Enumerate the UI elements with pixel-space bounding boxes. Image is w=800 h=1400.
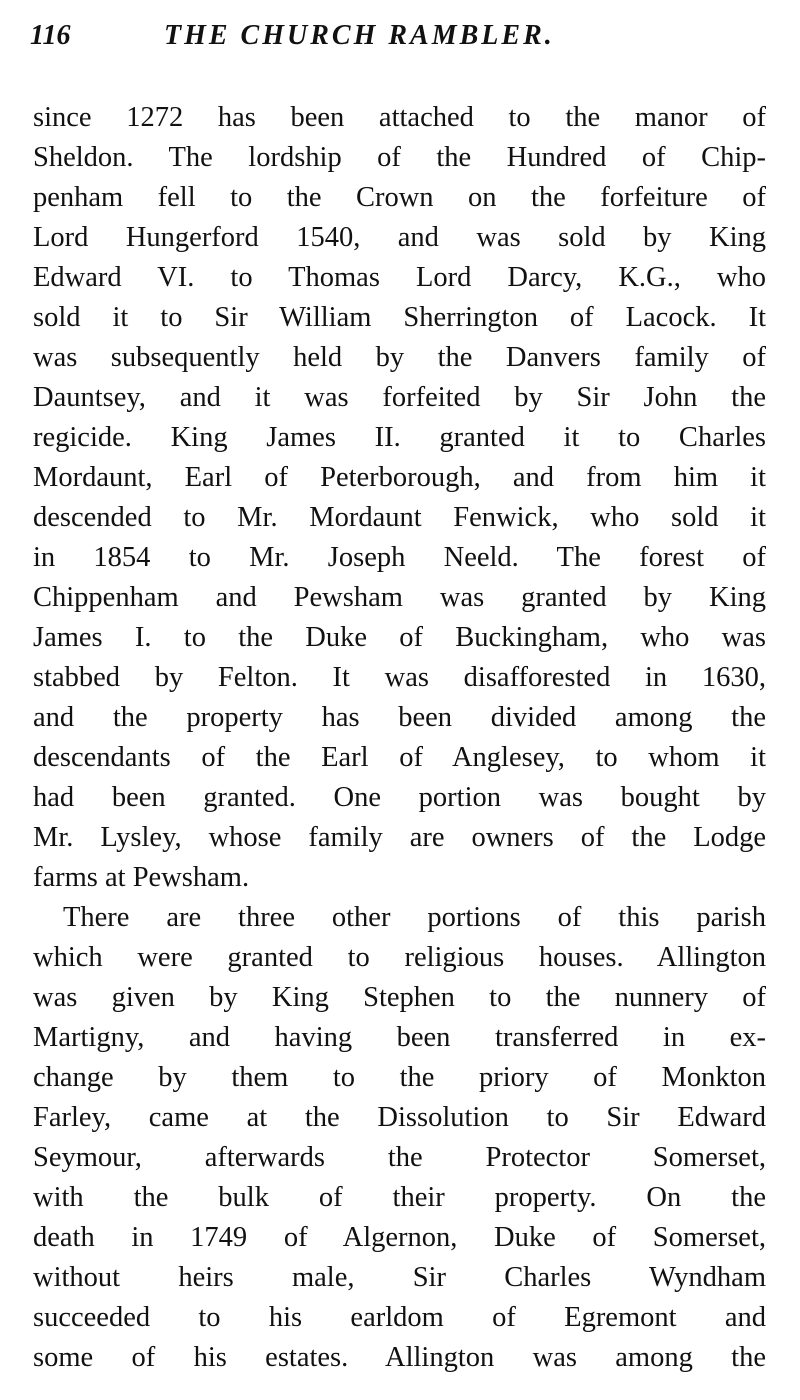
text-line: penham fell to the Crown on the forfeiture of	[33, 182, 766, 213]
text-line: succeeded to his earldom of Egremont and	[33, 1302, 766, 1333]
text-line: Chippenham and Pewsham was granted by King	[33, 582, 766, 613]
text-line: Farley, came at the Dissolution to Sir Edward	[33, 1102, 766, 1133]
text-line: James I. to the Duke of Buckingham, who was	[33, 622, 766, 653]
paragraph-2	[33, 898, 766, 1378]
text-line: Mordaunt, Earl of Peterborough, and from him it	[33, 462, 766, 493]
text-line: and the property has been divided among the	[33, 702, 766, 733]
text-line: was given by King Stephen to the nunnery of	[33, 982, 766, 1013]
text-line: Sheldon. The lordship of the Hundred of Chip-	[33, 142, 766, 173]
text-line: was subsequently held by the Danvers family of	[33, 342, 766, 373]
text-line: Lord Hungerford 1540, and was sold by King	[33, 222, 766, 253]
text-line: descended to Mr. Mordaunt Fenwick, who sold it	[33, 502, 766, 533]
text-line: stabbed by Felton. It was disafforested in 1630,	[33, 662, 766, 693]
text-line: with the bulk of their property. On the	[33, 1182, 766, 1213]
text-line: which were granted to religious houses. Allington	[33, 942, 766, 973]
text-line: since 1272 has been attached to the manor of	[33, 102, 766, 133]
text-line: without heirs male, Sir Charles Wyndham	[33, 1262, 766, 1293]
text-line: There are three other portions of this parish	[63, 902, 766, 933]
paragraph-1	[33, 98, 766, 898]
text-line: had been granted. One portion was bought by	[33, 782, 766, 813]
running-header	[30, 14, 770, 64]
text-line: change by them to the priory of Monkton	[33, 1062, 766, 1093]
text-line: regicide. King James II. granted it to Charles	[33, 422, 766, 453]
text-line: sold it to Sir William Sherrington of Lacock. It	[33, 302, 766, 333]
text-line: some of his estates. Allington was among the	[33, 1342, 766, 1373]
text-line: Mr. Lysley, whose family are owners of the Lodge	[33, 822, 766, 853]
text-line: death in 1749 of Algernon, Duke of Somerset,	[33, 1222, 766, 1253]
running-title: THE CHURCH RAMBLER.	[164, 20, 555, 51]
text-line: Dauntsey, and it was forfeited by Sir John the	[33, 382, 766, 413]
text-line: in 1854 to Mr. Joseph Neeld. The forest of	[33, 542, 766, 573]
text-line: Martigny, and having been transferred in ex-	[33, 1022, 766, 1053]
text-line: Seymour, afterwards the Protector Somerset,	[33, 1142, 766, 1173]
text-line: farms at Pewsham.	[33, 862, 250, 893]
text-line: descendants of the Earl of Anglesey, to whom it	[33, 742, 766, 773]
text-line: Edward VI. to Thomas Lord Darcy, K.G., who	[33, 262, 766, 293]
body-text	[33, 98, 766, 1378]
page-number: 116	[30, 20, 71, 51]
